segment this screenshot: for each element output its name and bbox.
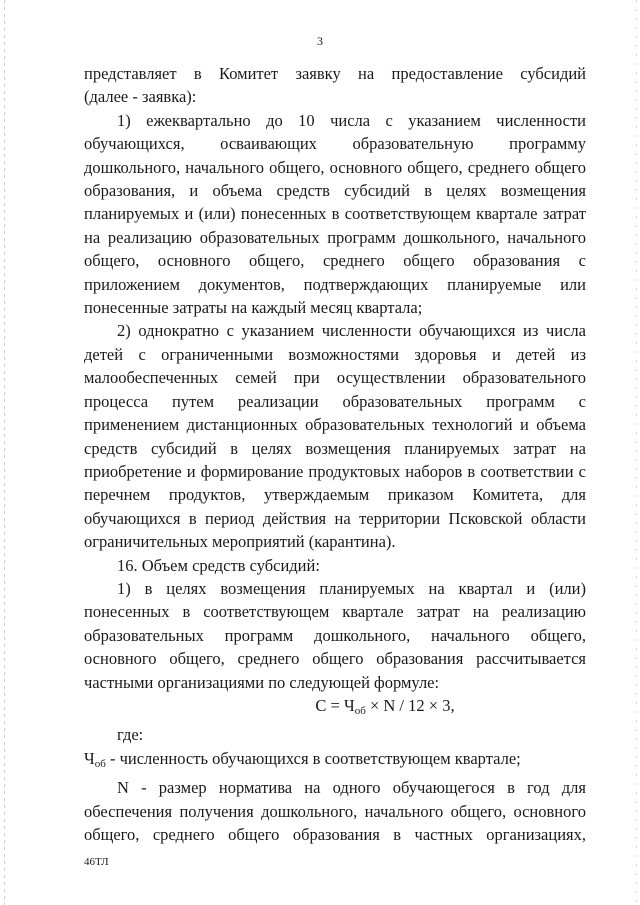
paragraph-intro-line2: (далее - заявка): (84, 87, 197, 107)
scan-edge-left (4, 0, 5, 905)
formula-main-a: С = Ч (315, 695, 355, 715)
formula-main-b: × N / 12 × 3, (365, 695, 455, 715)
definition-ch (84, 747, 586, 776)
definition-ch-symbol: Ч (84, 748, 95, 768)
scan-edge-right (636, 0, 637, 905)
document-body (84, 62, 586, 846)
footer-document-code: 46ТЛ (84, 856, 109, 868)
definition-ch-subscript: об (94, 757, 106, 770)
formula-subscript: об (354, 704, 366, 717)
paragraph-intro-line1: представляет в Комитет заявку на предоставление субсидий (84, 64, 586, 83)
definition-n: N - размер норматива на одного обучающегося в год для обеспечения получения дошкольного, начального общего, основного общего, среднего общего образования в частных организациях, (84, 778, 586, 844)
paragraph-subsidy-volume: 1) в целях возмещения планируемых на квартал и (или) понесенных в соответствующем квартале затрат на реализацию образовательных программ дошкольного, начального общего, основного общего, среднего общего образования рассчитывается частными организациями по следующей формуле: (84, 578, 586, 692)
formula (84, 694, 586, 723)
section-16-heading: 16. Объем средств субсидий: (117, 555, 320, 575)
page-number: 3 (317, 34, 323, 48)
where-label: где: (117, 725, 144, 745)
paragraph-quarterly: 1) ежеквартально до 10 числа с указанием численности обучающихся, осваивающих образовательную программу дошкольного, начального общего, основного общего, среднего общего образования, и объема средств субсидий в целях возмещения планируемых и (или) понесенных в соответствующем квартале затрат на реализацию образовательных программ дошкольного, начального общего, основного общего, среднего общего образования с приложением документов, подтверждающих планируемые или понесенные затраты на каждый месяц квартала; (84, 110, 586, 318)
paragraph-one-time: 2) однократно с указанием численности обучающихся из числа детей с ограниченными возможностями здоровья и детей из малообеспеченных семей при осуществлении образовательного процесса путем реализации образовательных программ с применением дистанционных образовательных технологий и объема средств субсидий в целях возмещения планируемых затрат на приобретение и формирование продуктовых наборов в соответствии с перечнем продуктов, утверждаемым приказом Комитета, для обучающихся в период действия на территории Псковской области ограничительных мероприятий (карантина). (84, 321, 586, 552)
definition-ch-text: - численность обучающихся в соответствующем квартале; (105, 748, 521, 768)
